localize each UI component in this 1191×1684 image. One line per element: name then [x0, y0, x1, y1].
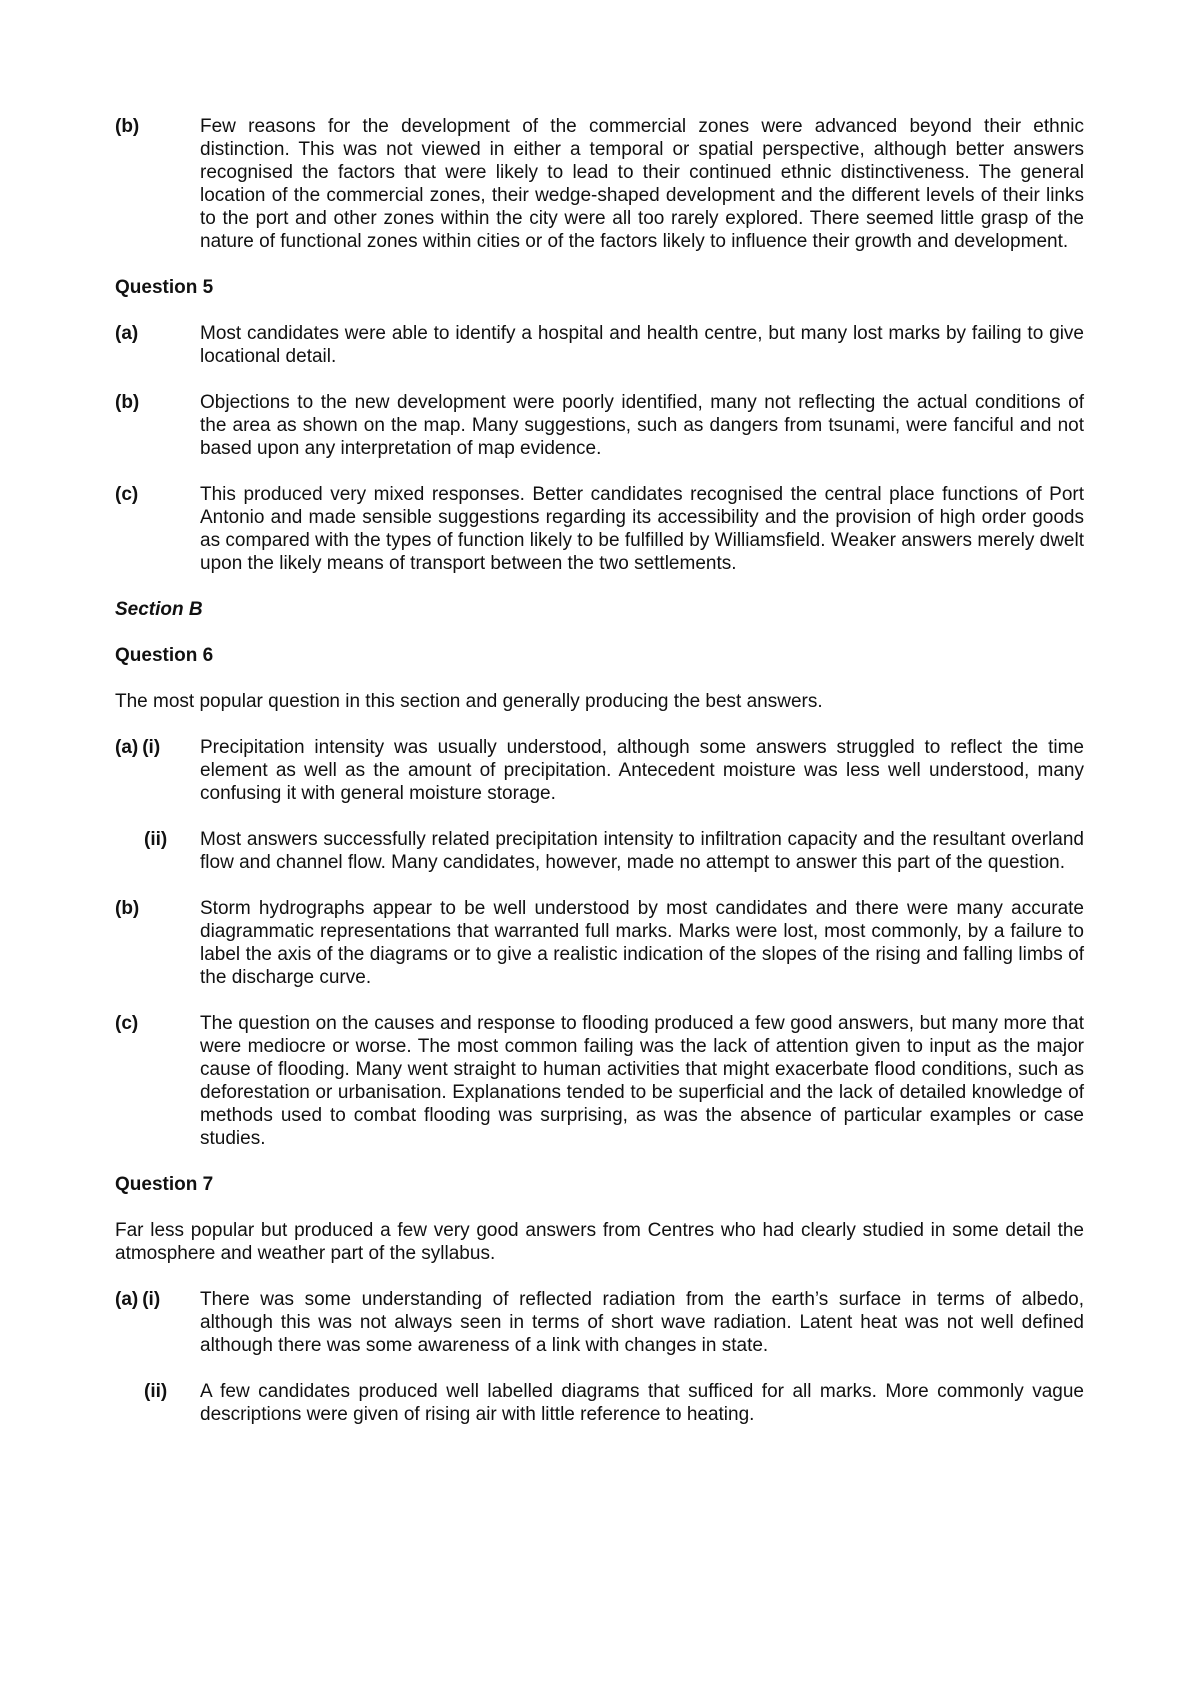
q6b-item: [115, 897, 1084, 989]
item-text: Most answers successfully related precipitation intensity to infiltration capacity and the resultant overland flow and channel flow. Many candidates, however, made no attempt to answer this part of the question.: [200, 829, 1084, 873]
item-label: (b): [115, 116, 140, 137]
item-text: Few reasons for the development of the commercial zones were advanced beyond their ethnic distinction. This was not viewed in either a temporal or spatial perspective, although better answers recognised the factors that were likely to lead to their continued ethnic distinctiveness. The general location of the commercial zones, their wedge-shaped development and the different levels of their links to the port and other zones within the city were all too rarely explored. There seemed little grasp of the nature of functional zones within cities or of the factors likely to influence their growth and development.: [200, 116, 1084, 252]
item-label: (b): [115, 898, 140, 919]
item-text: Objections to the new development were poorly identified, many not reflecting the actual conditions of the area as shown on the map. Many suggestions, such as dangers from tsunami, were fanciful and not based upon any interpretation of map evidence.: [200, 392, 1084, 459]
q5b-item: [115, 391, 1084, 460]
question-6-intro: The most popular question in this section and generally producing the best answers.: [115, 691, 823, 712]
item-label: (c): [115, 484, 139, 505]
q6aii-item: [115, 828, 1084, 874]
question-7-intro: Far less popular but produced a few very good answers from Centres who had clearly studied in some detail the atmosphere and weather part of the syllabus.: [115, 1220, 1084, 1264]
item-label: [115, 736, 200, 805]
q4b-item: [115, 115, 1084, 253]
q6ai-item: [115, 736, 1084, 805]
q7aii-item: [115, 1380, 1084, 1426]
q5a-item: [115, 322, 1084, 368]
item-text: This produced very mixed responses. Better candidates recognised the central place functions of Port Antonio and made sensible suggestions regarding its accessibility and the provision of high order goods as compared with the types of function likely to be fulfilled by Williamsfield. Weaker answers merely dwelt upon the likely means of transport between the two settlements.: [200, 484, 1084, 574]
item-label: [115, 1288, 200, 1357]
item-label: (ii): [144, 1381, 168, 1402]
item-label: (ii): [144, 829, 168, 850]
q5c-item: [115, 483, 1084, 575]
item-label: (b): [115, 392, 140, 413]
item-text: There was some understanding of reflected radiation from the earth’s surface in terms of albedo, although this was not always seen in terms of short wave radiation. Latent heat was not well defined although there was some awareness of a link with changes in state.: [200, 1289, 1084, 1356]
q7ai-item: [115, 1288, 1084, 1357]
part-label: (a): [115, 737, 139, 758]
document-page: [115, 115, 1084, 1449]
subpart-label: (i): [142, 1289, 161, 1310]
section-b-heading: Section B: [115, 599, 203, 620]
item-text: Precipitation intensity was usually understood, although some answers struggled to reflect the time element as well as the amount of precipitation. Antecedent moisture was less well understood, many confusing it with general moisture storage.: [200, 737, 1084, 804]
item-label: (c): [115, 1013, 139, 1034]
item-text: Most candidates were able to identify a hospital and health centre, but many lost marks by failing to give locational detail.: [200, 323, 1084, 367]
question-5-heading: Question 5: [115, 277, 214, 298]
item-label: (a): [115, 323, 139, 344]
q6c-item: [115, 1012, 1084, 1150]
subpart-label: (i): [142, 737, 161, 758]
item-text: Storm hydrographs appear to be well understood by most candidates and there were many accurate diagrammatic representations that warranted full marks. Marks were lost, most commonly, by a failure to label the axis of the diagrams or to give a realistic indication of the slopes of the rising and falling limbs of the discharge curve.: [200, 898, 1084, 988]
item-text: The question on the causes and response to flooding produced a few good answers, but many more that were mediocre or worse. The most common failing was the lack of attention given to input as the major cause of flooding. Many went straight to human activities that might exacerbate flood conditions, such as deforestation or urbanisation. Explanations tended to be superficial and the lack of detailed knowledge of methods used to combat flooding was surprising, as was the absence of particular examples or case studies.: [200, 1013, 1084, 1149]
question-7-heading: Question 7: [115, 1174, 214, 1195]
part-label: (a): [115, 1289, 139, 1310]
item-text: A few candidates produced well labelled diagrams that sufficed for all marks. More commonly vague descriptions were given of rising air with little reference to heating.: [200, 1381, 1084, 1425]
question-6-heading: Question 6: [115, 645, 214, 666]
